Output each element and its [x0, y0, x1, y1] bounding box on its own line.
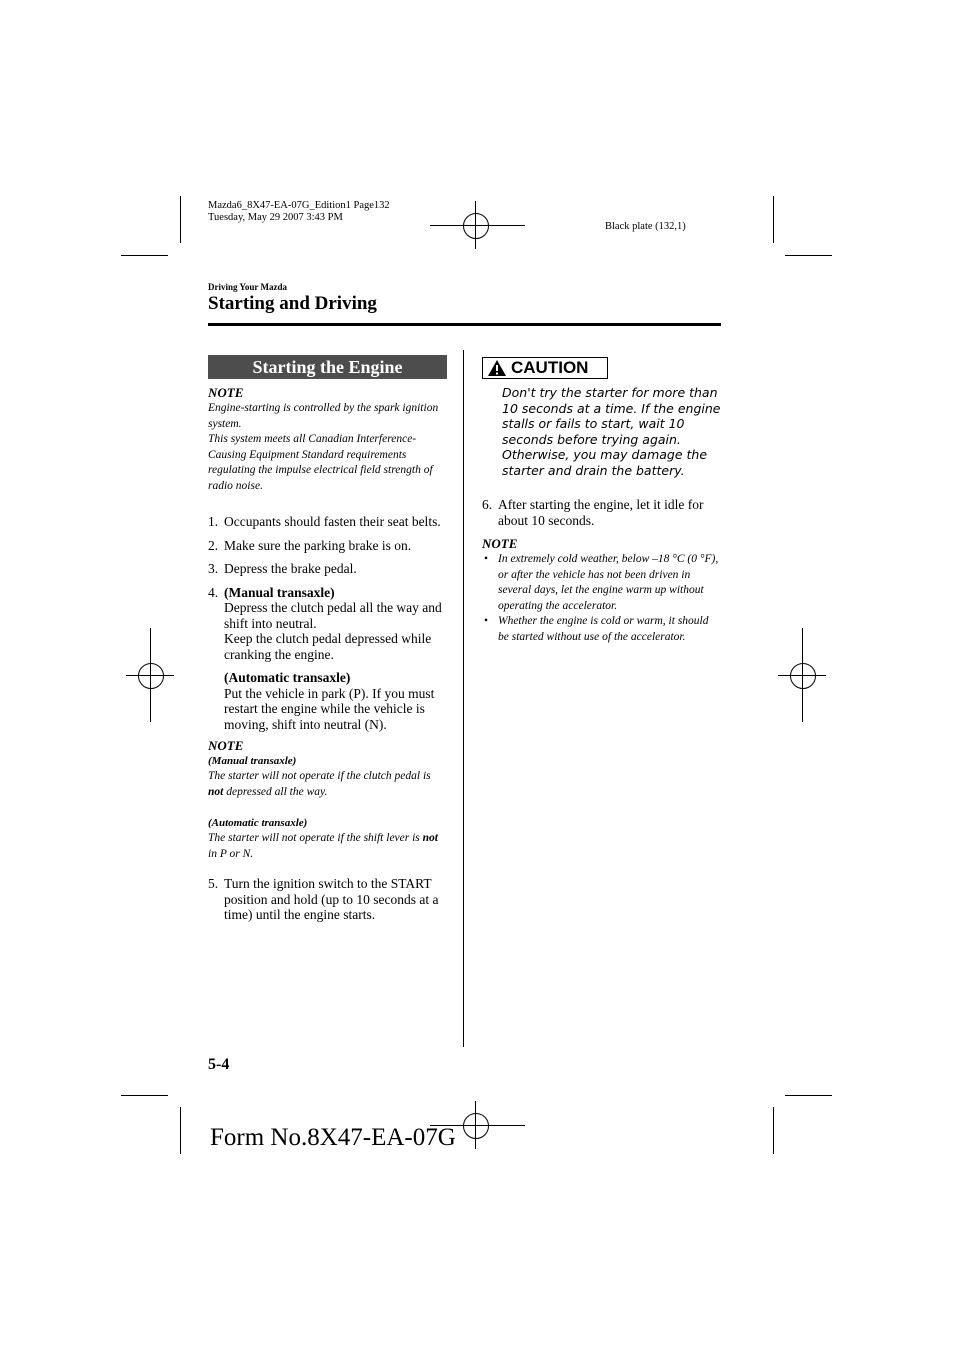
step-text: Put the vehicle in park (P). If you must restart the engine while the vehicle is moving, shift into neutral (N).: [224, 685, 435, 732]
step-number: 6.: [482, 497, 493, 512]
header-rule: [208, 323, 721, 326]
running-head: Driving Your Mazda: [208, 282, 288, 292]
plate-info: Black plate (132,1): [605, 221, 686, 232]
note-subheading: (Automatic transaxle): [208, 817, 308, 829]
list-item: [208, 538, 448, 554]
step-number: 4.: [208, 584, 219, 600]
note-block-3: [482, 536, 722, 645]
note-block-2: [208, 738, 448, 862]
note-text: The starter will not operate if the clutch pedal is not depressed all the way.: [208, 770, 431, 798]
step-text: Make sure the parking brake is on.: [224, 537, 412, 553]
note-text: Engine-starting is controlled by the spark ignition system.: [208, 402, 439, 430]
list-item: [208, 561, 448, 577]
caution-text: Don't try the starter for more than 10 seconds at a time. If the engine stalls or fails to start, wait 10 seconds before trying again. Otherwise, you may damage the starter and drain the battery.: [502, 385, 721, 478]
list-item: • Whether the engine is cold or warm, it should be started without use of the accelerator.: [484, 615, 709, 643]
automatic-transaxle-label: (Automatic transaxle): [224, 670, 351, 685]
step-text: After starting the engine, let it idle for about 10 seconds.: [498, 497, 704, 528]
step-number: 2.: [208, 537, 219, 553]
note-heading: NOTE: [482, 536, 518, 551]
right-column: [482, 357, 722, 645]
caution-box: [482, 357, 608, 379]
note-text: This system meets all Canadian Interference-Causing Equipment Standard requirements regulating the impulse electrical field strength of radio noise.: [208, 433, 433, 492]
note-block-1: [208, 385, 448, 494]
section-title: Starting and Driving: [208, 293, 377, 314]
step-text: Depress the clutch pedal all the way and shift into neutral.: [224, 600, 442, 631]
steps-list: [208, 876, 448, 923]
steps-list: [208, 514, 448, 732]
step-text: Depress the brake pedal.: [224, 561, 357, 576]
column-divider: [463, 350, 464, 1047]
list-item: • In extremely cold weather, below –18 °C (0 °F), or after the vehicle has not been driven in several days, let the engine warm up without operating the accelerator.: [484, 553, 719, 612]
list-item: [208, 514, 448, 530]
list-item: [208, 585, 448, 733]
step-number: 5.: [208, 876, 219, 891]
step-text: Occupants should fasten their seat belts.: [224, 514, 441, 529]
print-info: [208, 200, 390, 224]
step-number: 1.: [208, 514, 219, 529]
page-number: 5-4: [208, 1056, 230, 1073]
print-info-line1: Mazda6_8X47-EA-07G_Edition1 Page132: [208, 200, 390, 211]
list-item: [482, 497, 722, 528]
note-heading: NOTE: [208, 738, 244, 753]
topic-title: Starting the Engine: [208, 355, 447, 379]
step-number: 3.: [208, 561, 219, 576]
steps-list: [482, 497, 722, 528]
manual-transaxle-label: (Manual transaxle): [224, 584, 335, 600]
list-item: [208, 876, 448, 923]
note-subheading: (Manual transaxle): [208, 755, 297, 767]
note-heading: NOTE: [208, 385, 244, 400]
left-column: [208, 355, 448, 923]
note-bullets: [482, 552, 722, 645]
form-number: Form No.8X47-EA-07G: [210, 1124, 456, 1151]
warning-triangle-icon: [487, 359, 507, 377]
step-text: Keep the clutch pedal depressed while cranking the engine.: [224, 631, 432, 662]
note-text: The starter will not operate if the shift lever is not in P or N.: [208, 832, 438, 860]
caution-label: CAUTION: [511, 358, 589, 377]
print-info-line2: Tuesday, May 29 2007 3:43 PM: [208, 212, 343, 223]
step-text: Turn the ignition switch to the START position and hold (up to 10 seconds at a time) until the engine starts.: [224, 876, 439, 922]
